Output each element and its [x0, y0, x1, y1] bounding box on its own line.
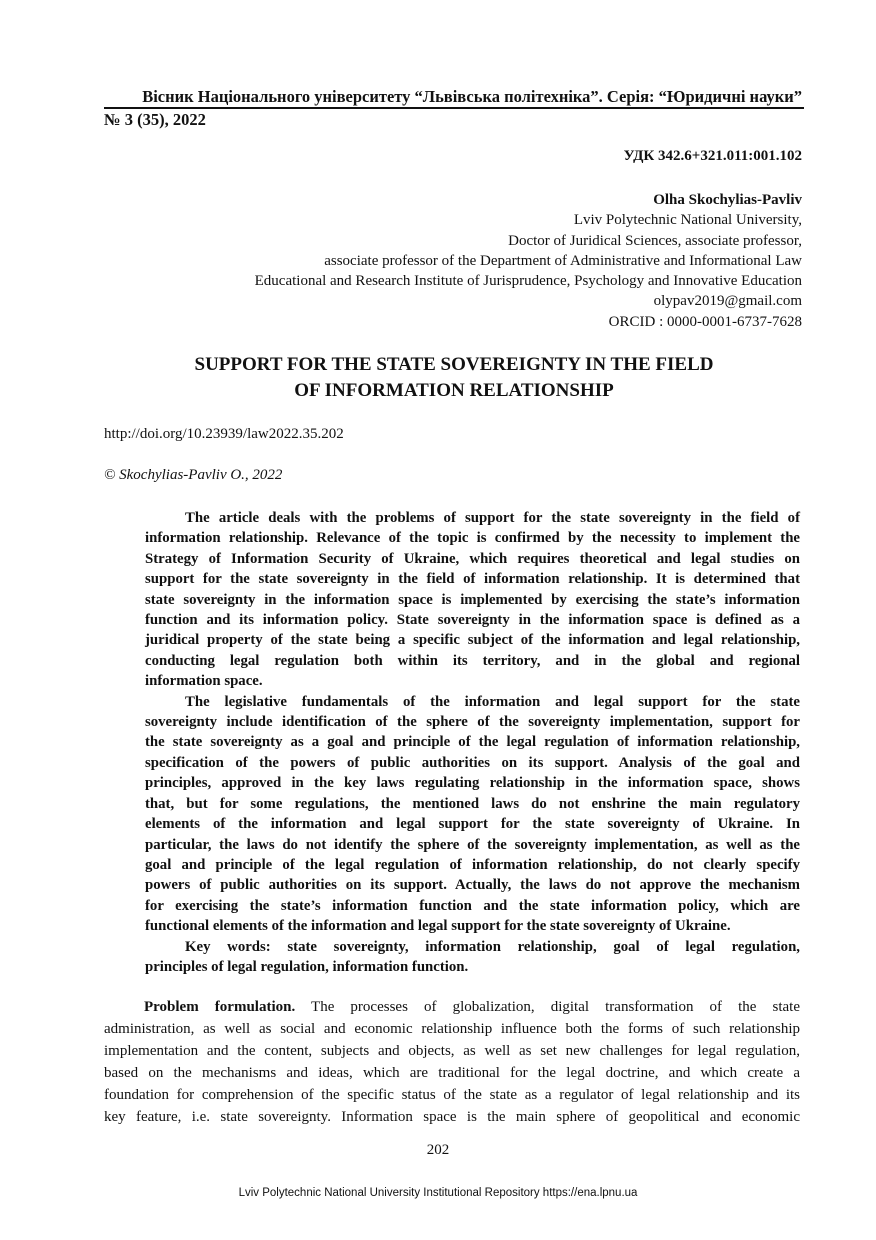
body-line	[104, 996, 800, 1018]
abstract-line: The legislative fundamentals of the information and legal support for the state	[185, 693, 800, 710]
abstract-line: information relationship. Relevance of the topic is confirmed by the necessity to implement the	[145, 530, 800, 547]
abstract-line: juridical property of the state being a specific subject of the information and legal relationship,	[145, 632, 800, 649]
header-rule	[104, 107, 804, 109]
abstract-line: state sovereignty in the information space is implemented by exercising the state’s information	[145, 591, 800, 608]
author-block	[255, 190, 802, 332]
abstract-line: information space.	[145, 673, 263, 690]
abstract-line: the state sovereignty as a goal and principle of the legal regulation of information relationship,	[145, 734, 800, 751]
affiliation-line: Lviv Polytechnic National University,	[573, 212, 802, 229]
abstract-line: powers of public authorities on its support. Actually, the laws do not approve the mechanism	[145, 877, 800, 894]
abstract-line: sovereignty include identification of the sphere of the sovereignty implementation, support for	[145, 714, 800, 731]
abstract-line: for exercising the state’s information function and the state information policy, which are	[145, 897, 800, 914]
abstract	[145, 508, 800, 977]
body-line: administration, as well as social and economic relationship influence both the forms of such relationship	[104, 1021, 800, 1037]
abstract-line: that, but for some regulations, the mentioned laws do not enshrine the main regulatory	[145, 795, 800, 812]
abstract-line: specification of the powers of public authorities on its support. Analysis of the goal and	[145, 754, 800, 771]
abstract-line: goal and principle of the legal regulation of information relationship, do not clearly specify	[145, 856, 800, 873]
article-title	[104, 352, 804, 404]
abstract-line: elements of the information and legal support for the state sovereignty of Ukraine. In	[145, 816, 800, 833]
author-email: olypav2019@gmail.com	[653, 293, 802, 310]
abstract-line: function and its information policy. State sovereignty in the information space is defined as a	[145, 612, 800, 629]
abstract-line: principles of legal regulation, information function.	[145, 958, 469, 975]
author-name: Olha Skochylias-Pavliv	[653, 192, 802, 208]
issue-number: № 3 (35), 2022	[104, 110, 206, 129]
body-text	[104, 996, 800, 1128]
doi-link[interactable]: http://doi.org/10.23939/law2022.35.202	[104, 426, 344, 442]
abstract-line: Key words: state sovereignty, information relationship, goal of legal regulation,	[185, 938, 800, 955]
abstract-line: particular, the laws do not identify the sphere of the sovereignty implementation, as well as the	[145, 836, 800, 853]
affiliation-line: associate professor of the Department of Administrative and Informational Law	[324, 252, 802, 269]
journal-title: Вісник Національного університету “Львівська політехніка”. Серія: “Юридичні науки”	[142, 87, 802, 106]
abstract-line: conducting legal regulation both within its territory, and in the global and regional	[145, 652, 800, 669]
body-line: based on the mechanisms and ideas, which are traditional for the legal doctrine, and which create a	[104, 1065, 800, 1081]
abstract-line: The article deals with the problems of support for the state sovereignty in the field of	[185, 510, 800, 526]
abstract-line: principles, approved in the key laws regulating relationship in the information space, shows	[145, 775, 800, 792]
section-lead: Problem formulation.	[144, 999, 296, 1015]
title-line: SUPPORT FOR THE STATE SOVEREIGNTY IN THE FIELD	[194, 354, 714, 375]
copyright: © Skochylias-Pavliv O., 2022	[104, 467, 283, 483]
author-orcid: ORCID : 0000-0001-6737-7628	[608, 313, 802, 330]
repository-footer: Lviv Polytechnic National University Institutional Repository https://ena.lpnu.ua	[238, 1187, 638, 1199]
title-line: OF INFORMATION RELATIONSHIP	[294, 380, 614, 401]
body-line: key feature, i.e. state sovereignty. Information space is the main sphere of geopolitical and economic	[104, 1109, 800, 1125]
body-text-span: The processes of globalization, digital transformation of the state	[295, 999, 801, 1015]
abstract-line: functional elements of the information and legal support for the state sovereignty of Ukraine.	[145, 918, 731, 935]
abstract-line: Strategy of Information Security of Ukraine, which requires theoretical and legal studies on	[145, 550, 800, 567]
body-line: foundation for comprehension of the specific status of the state as a regulator of legal relationship and its	[104, 1087, 800, 1103]
udk-code: УДК 342.6+321.011:001.102	[623, 148, 802, 164]
body-line: implementation and the content, subjects and objects, as well as set new challenges for legal regulation,	[104, 1043, 800, 1059]
abstract-line: support for the state sovereignty in the field of information relationship. It is determined that	[145, 571, 800, 588]
affiliation-line: Doctor of Juridical Sciences, associate professor,	[508, 232, 802, 249]
page-number: 202	[426, 1142, 450, 1158]
affiliation-line: Educational and Research Institute of Jurisprudence, Psychology and Innovative Education	[254, 273, 802, 290]
